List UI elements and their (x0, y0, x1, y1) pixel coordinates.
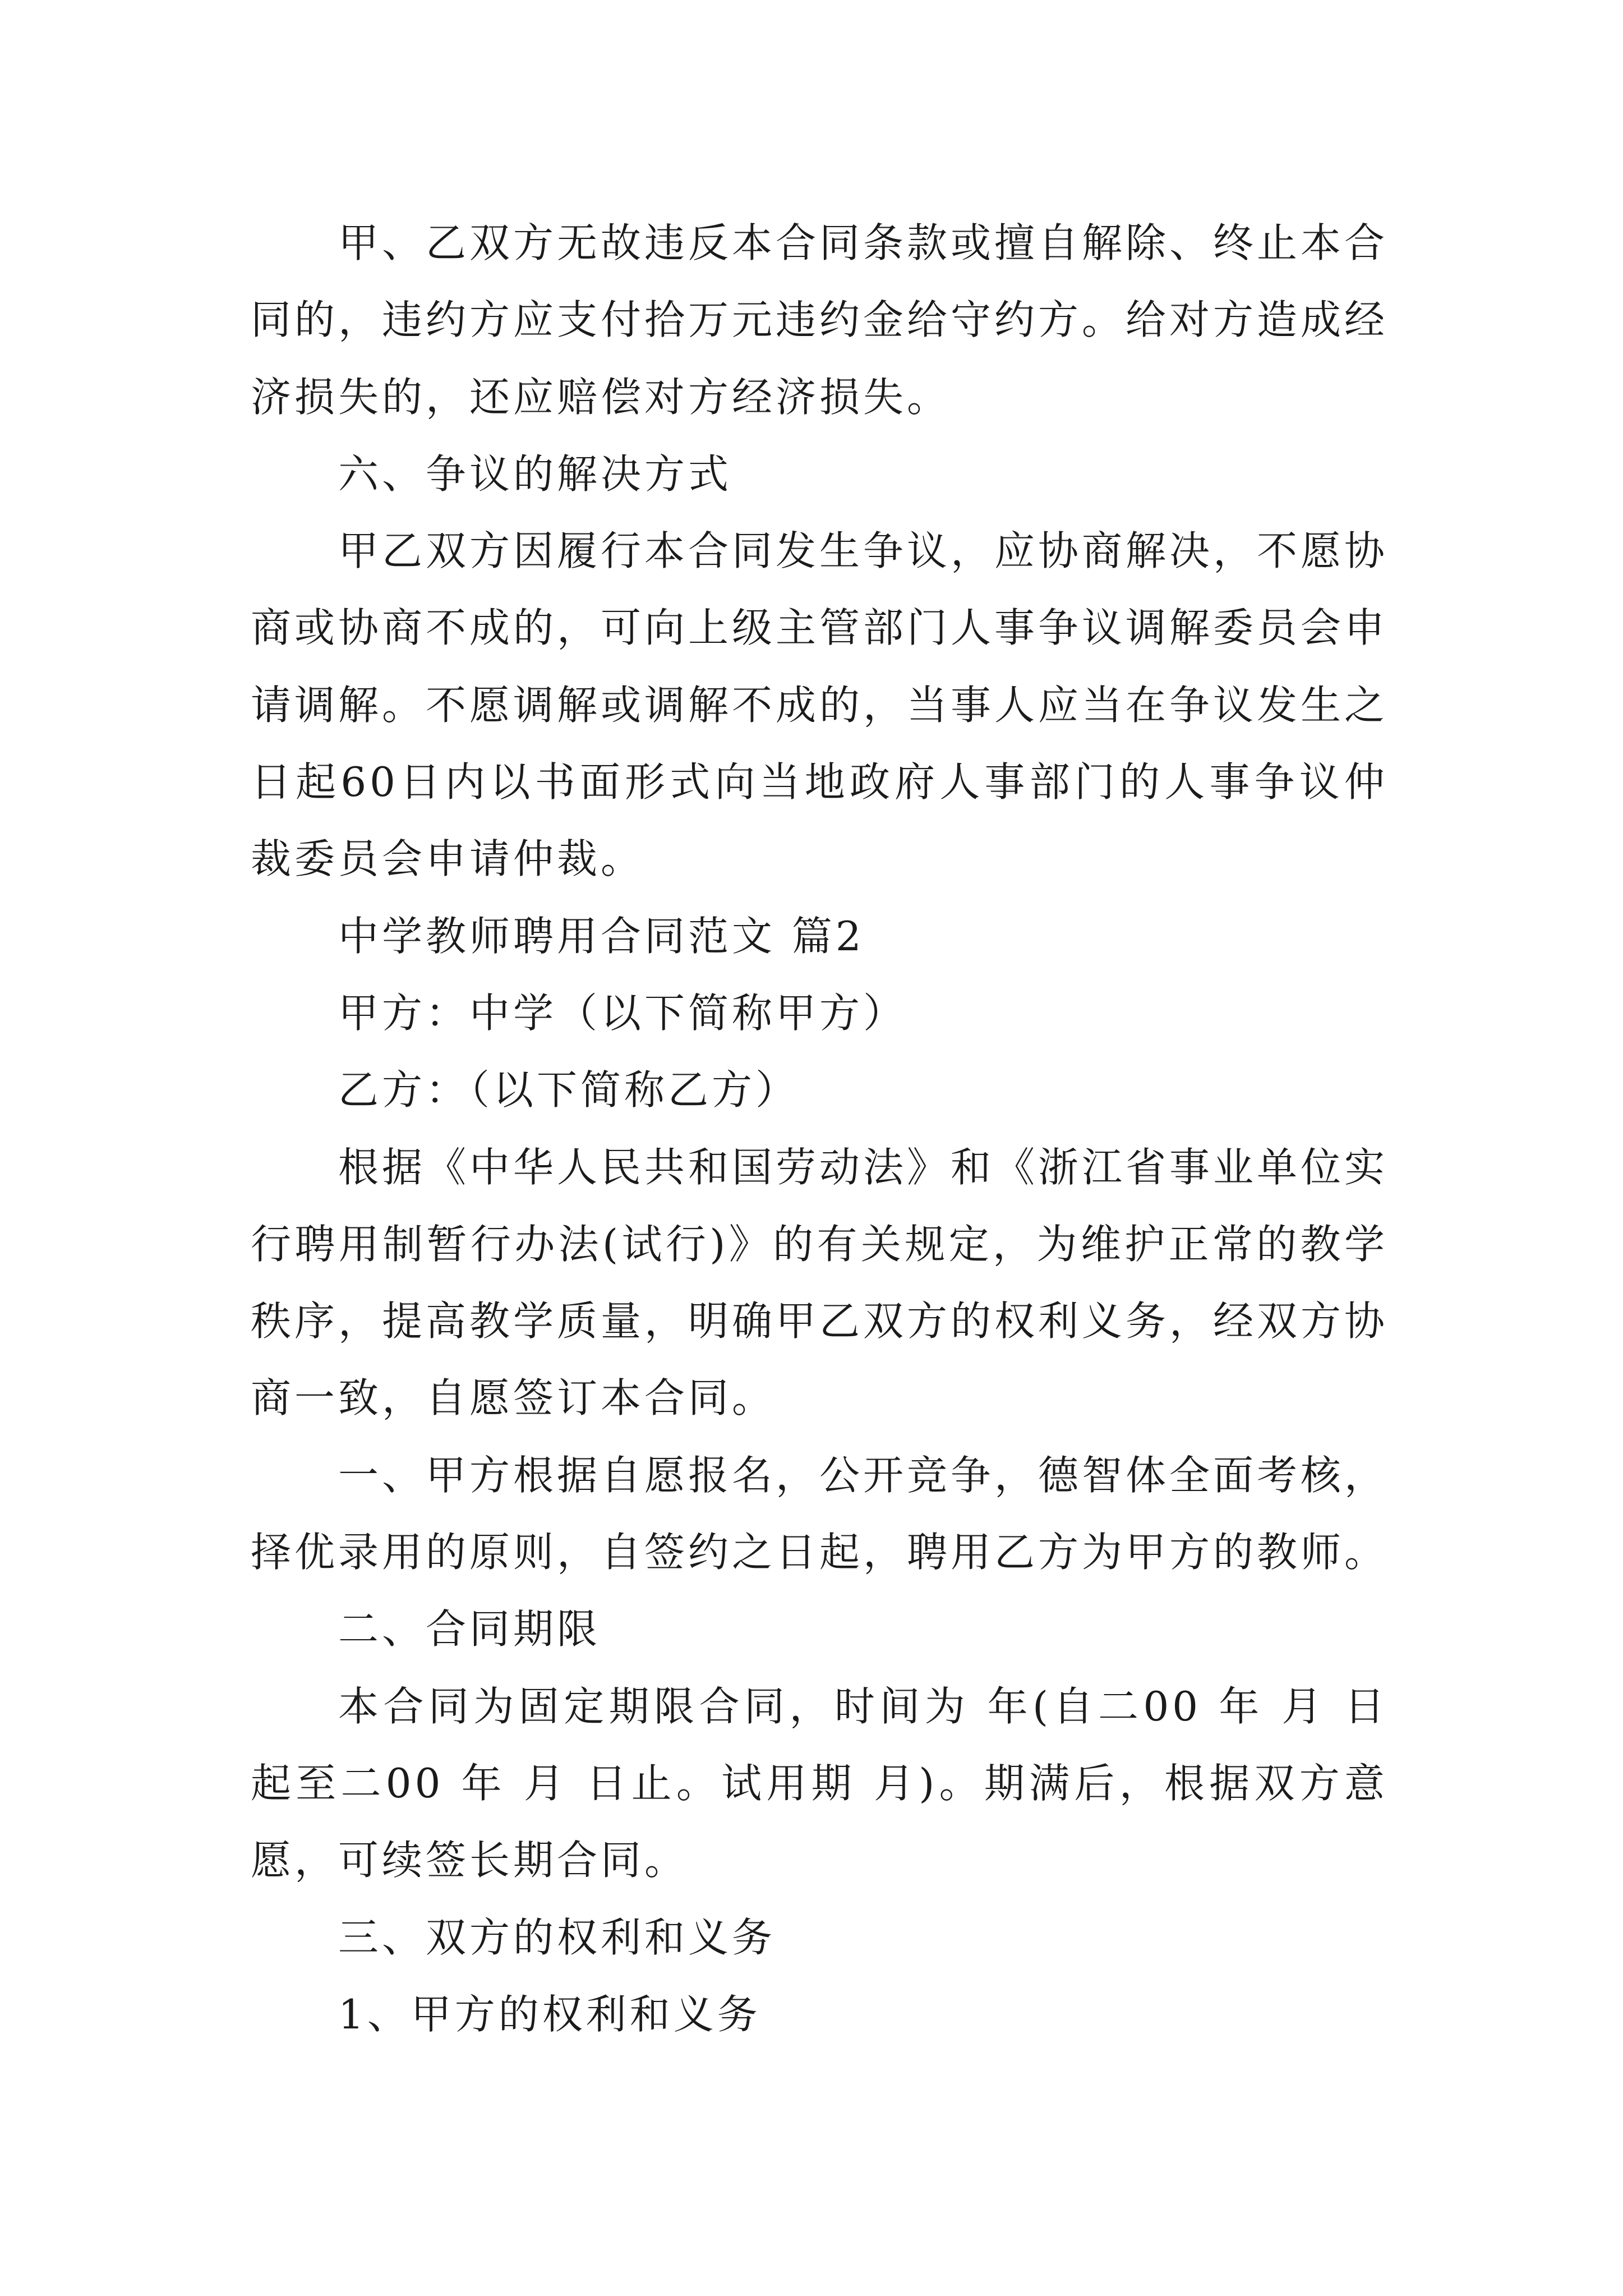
text-line: 日起60日内以书面形式向当地政府人事部门的人事争议仲 (251, 758, 1388, 806)
heading-text: 六、争议的解决方式 (338, 450, 732, 498)
text-line: 请调解。不愿调解或调解不成的，当事人应当在争议发生之 (251, 681, 1389, 729)
breach-clause-paragraph (251, 205, 1388, 436)
clause-one-paragraph (251, 1437, 1388, 1591)
text-line: 根据《中华人民共和国劳动法》和《浙江省事业单位实 (338, 1143, 1389, 1191)
text-line: 甲乙双方因履行本合同发生争议，应协商解决，不愿协 (338, 527, 1389, 575)
preamble-paragraph (251, 1129, 1388, 1437)
party-b-line (251, 1052, 1388, 1129)
dispute-paragraph (251, 513, 1388, 898)
document-body (251, 205, 1388, 2053)
text-line: 裁委员会申请仲裁。 (251, 835, 645, 883)
text-line: 甲方：中学（以下简称甲方） (338, 989, 907, 1037)
heading-text: 1、甲方的权利和义务 (338, 1990, 761, 2038)
text-line: 商或协商不成的，可向上级主管部门人事争议调解委员会申 (251, 604, 1389, 652)
title-text: 中学教师聘用合同范文 篇2 (338, 912, 865, 960)
text-line: 行聘用制暂行办法(试行)》的有关规定，为维护正常的教学 (251, 1220, 1388, 1268)
section-heading-dispute (251, 436, 1388, 513)
text-line: 甲、乙双方无故违反本合同条款或擅自解除、终止本合 (338, 219, 1389, 266)
text-line: 一、甲方根据自愿报名，公开竞争，德智体全面考核， (338, 1451, 1389, 1499)
section-heading-term (251, 1591, 1388, 1668)
party-a-line (251, 975, 1388, 1052)
term-paragraph (251, 1668, 1388, 1899)
text-line: 同的，违约方应支付拾万元违约金给守约方。给对方造成经 (251, 296, 1389, 344)
text-line: 乙方：（以下简称乙方） (338, 1066, 800, 1114)
text-line: 择优录用的原则，自签约之日起，聘用乙方为甲方的教师。 (251, 1529, 1389, 1576)
heading-text: 二、合同期限 (338, 1605, 601, 1653)
text-line: 秩序，提高教学质量，明确甲乙双方的权利义务，经双方协 (251, 1297, 1389, 1345)
text-line: 商一致，自愿签订本合同。 (251, 1374, 776, 1422)
text-line: 济损失的，还应赔偿对方经济损失。 (251, 373, 951, 421)
text-line: 愿，可续签长期合同。 (251, 1837, 689, 1884)
subsection-heading-party-a-rights (251, 1976, 1388, 2053)
text-line: 本合同为固定期限合同，时间为 年(自二00 年 月 日 (338, 1682, 1388, 1730)
contract-title (251, 898, 1388, 975)
text-line: 起至二00 年 月 日止。试用期 月)。期满后，根据双方意 (251, 1759, 1388, 1807)
heading-text: 三、双方的权利和义务 (338, 1913, 776, 1961)
section-heading-rights (251, 1899, 1388, 1976)
